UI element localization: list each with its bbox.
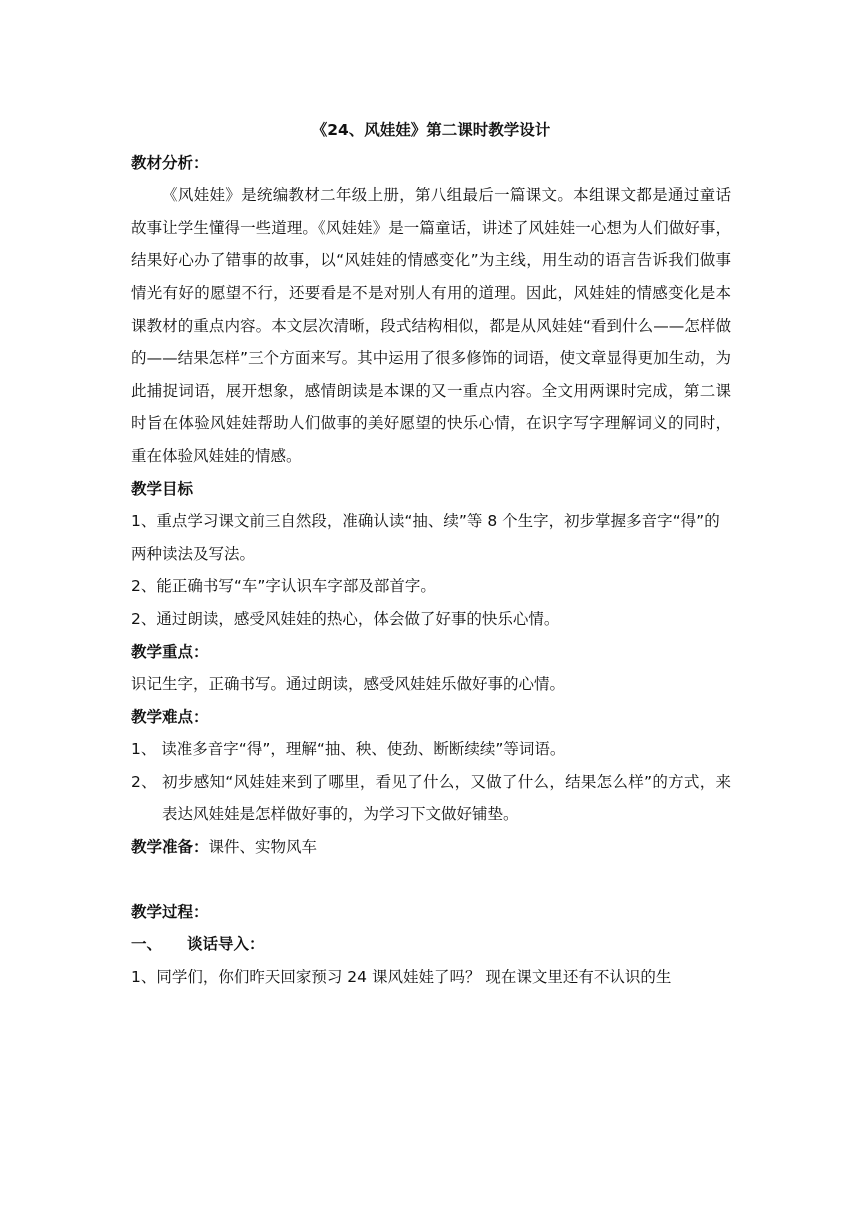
key-points-heading: 教学重点： — [131, 642, 209, 661]
goal-item-2: 2、能正确书写“车”字认识车字部及部首字。 — [131, 577, 436, 596]
difficulty-item-1: 1、 读准多音字“得”，理解“抽、秧、使劲、断断续续”等词语。 — [131, 740, 566, 759]
goal-item-3: 2、通过朗读，感受风娃娃的热心，体会做了好事的快乐心情。 — [131, 609, 560, 628]
process-line-1: 1、同学们，你们昨天回家预习 24 课风娃娃了吗？ 现在课文里还有不认识的生 — [131, 967, 672, 986]
key-points-text: 识记生字，正确书写。通过朗读，感受风娃娃乐做好事的心情。 — [131, 675, 566, 694]
preparation-heading: 教学准备： — [131, 838, 209, 857]
analysis-paragraph: 《风娃娃》是统编教材二年级上册，第八组最后一篇课文。本组课文都是通过童话故事让学生懂得一些道理。《风娃娃》是一篇童话，讲述了风娃娃一心想为人们做好事，结果好心办了错事的故事，以“风娃娃的情感变化”为主线，用生动的语言告诉我们做事情光有好的愿望不行，还要看是不是对别人有用的道理。因此，风娃娃的情感变化是本课教材的重点内容。本文层次清晰，段式结构相似，都是从风娃娃“看到什么——怎样做的——结果怎样”三个方面来写。其中运用了很多修饰的词语，使文章显得更加生动，为此捕捉词语，展开想象，感情朗读是本课的又一重点内容。全文用两课时完成，第二课时旨在体验风娃娃帮助人们做事的美好愿望的快乐心情，在识字写字理解词义的同时，重在体验风娃娃的情感。 — [131, 186, 731, 465]
document-body — [131, 114, 731, 993]
section-title: 谈话导入： — [187, 935, 265, 954]
process-section-heading — [131, 928, 731, 961]
difficulty-item-2: 2、 初步感知“风娃娃来到了哪里，看见了什么，又做了什么，结果怎么样”的方式，来表达风娃娃是怎样做好事的，为学习下文做好铺垫。 — [131, 772, 731, 824]
goal-item-1: 1、重点学习课文前三自然段，准确认读“抽、续”等 8 个生字，初步掌握多音字“得”的两种读法及写法。 — [131, 512, 720, 563]
document-title: 《24、风娃娃》第二课时教学设计 — [311, 121, 551, 139]
section-number: 一、 — [131, 935, 163, 954]
analysis-heading: 教材分析： — [131, 153, 209, 172]
goals-heading: 教学目标 — [131, 479, 194, 498]
difficulties-heading: 教学难点： — [131, 707, 209, 726]
blank-line — [131, 864, 731, 896]
process-heading: 教学过程： — [131, 902, 209, 921]
preparation-text: 课件、实物风车 — [208, 838, 318, 857]
preparation-line — [131, 831, 731, 864]
